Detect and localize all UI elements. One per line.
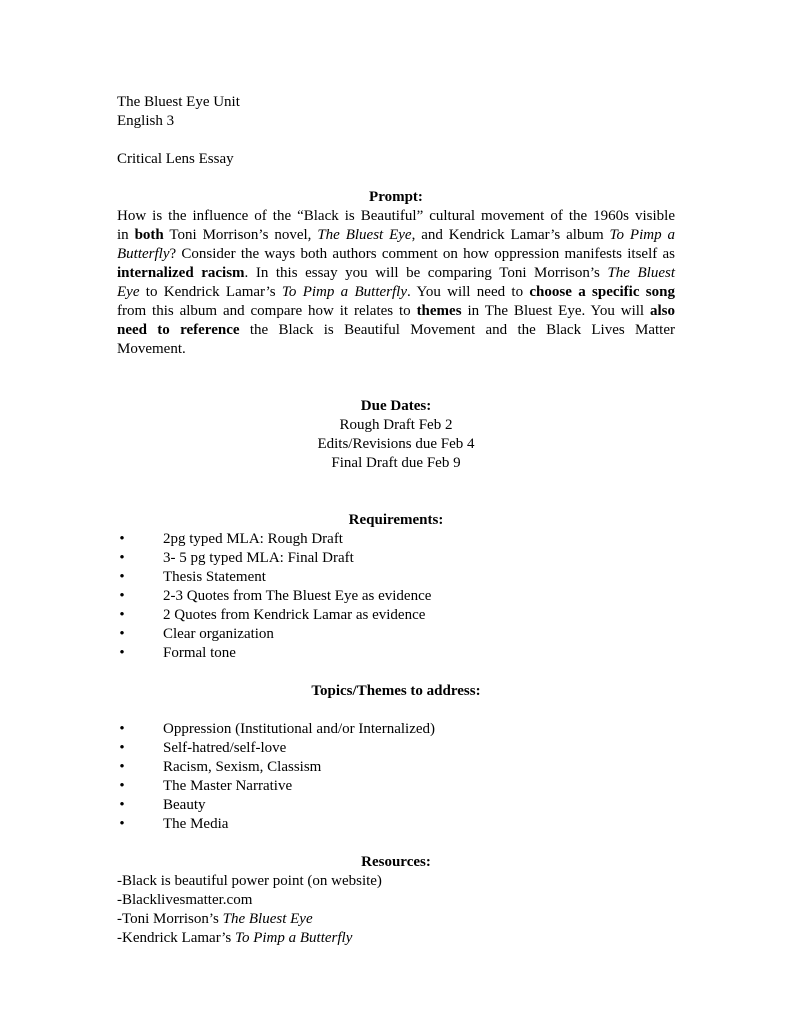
list-item: • Self-hatred/self-love bbox=[117, 739, 675, 758]
bullet-icon: • bbox=[119, 721, 125, 737]
prompt-paragraph bbox=[117, 207, 675, 359]
bullet-icon: • bbox=[119, 569, 125, 585]
list-item: • 2-3 Quotes from The Bluest Eye as evidence bbox=[117, 587, 675, 606]
bullet-icon: • bbox=[119, 550, 125, 566]
bullet-icon: • bbox=[119, 626, 125, 642]
prompt-line: from this album and compare how it relates to themes in The Bluest Eye. You will also bbox=[117, 303, 676, 319]
requirements-list bbox=[117, 530, 675, 663]
resource-item: -Toni Morrison’s The Bluest Eye bbox=[117, 911, 313, 927]
list-item: • 2 Quotes from Kendrick Lamar as evidence bbox=[117, 606, 675, 625]
course-name: English 3 bbox=[117, 113, 175, 129]
resources-heading: Resources: bbox=[361, 854, 431, 870]
unit-title: The Bluest Eye Unit bbox=[117, 94, 240, 110]
topics-list bbox=[117, 720, 675, 834]
list-item: • Thesis Statement bbox=[117, 568, 675, 587]
resource-item: -Blacklivesmatter.com bbox=[117, 892, 253, 908]
list-item: • The Master Narrative bbox=[117, 777, 675, 796]
bullet-icon: • bbox=[119, 607, 125, 623]
bullet-icon: • bbox=[119, 816, 125, 832]
requirements-heading: Requirements: bbox=[348, 512, 444, 528]
due-date-item: Edits/Revisions due Feb 4 bbox=[317, 436, 475, 452]
topics-heading: Topics/Themes to address: bbox=[311, 683, 481, 699]
list-item: • Oppression (Institutional and/or Internalized) bbox=[117, 720, 675, 739]
list-item: • Formal tone bbox=[117, 644, 675, 663]
bullet-icon: • bbox=[119, 588, 125, 604]
list-item: • Beauty bbox=[117, 796, 675, 815]
prompt-line: How is the influence of the “Black is Beautiful” cultural movement of the 1960s visible bbox=[117, 208, 675, 224]
due-date-item: Final Draft due Feb 9 bbox=[331, 455, 461, 471]
list-item: • 2pg typed MLA: Rough Draft bbox=[117, 530, 675, 549]
resource-item: -Kendrick Lamar’s To Pimp a Butterfly bbox=[117, 930, 353, 946]
prompt-line: Butterfly? Consider the ways both authors comment on how oppression manifests itself as bbox=[117, 246, 675, 262]
bullet-icon: • bbox=[119, 740, 125, 756]
list-item: • Clear organization bbox=[117, 625, 675, 644]
prompt-line: internalized racism. In this essay you will be comparing Toni Morrison’s The Bluest bbox=[117, 265, 675, 281]
document-body bbox=[117, 93, 675, 948]
bullet-icon: • bbox=[119, 645, 125, 661]
bullet-icon: • bbox=[119, 759, 125, 775]
bullet-icon: • bbox=[119, 531, 125, 547]
bullet-icon: • bbox=[119, 778, 125, 794]
resource-item: -Black is beautiful power point (on website) bbox=[117, 873, 382, 889]
due-dates-heading: Due Dates: bbox=[360, 398, 432, 414]
bullet-icon: • bbox=[119, 797, 125, 813]
prompt-line: in both Toni Morrison’s novel, The Bluest Eye, and Kendrick Lamar’s album To Pimp a bbox=[117, 227, 675, 243]
list-item: • The Media bbox=[117, 815, 675, 834]
prompt-heading: Prompt: bbox=[369, 189, 423, 205]
due-date-item: Rough Draft Feb 2 bbox=[339, 417, 453, 433]
prompt-line: need to reference the Black is Beautiful Movement and the Black Lives Matter bbox=[117, 322, 675, 338]
prompt-line: Eye to Kendrick Lamar’s To Pimp a Butterfly. You will need to choose a specific song bbox=[117, 284, 675, 300]
prompt-line: Movement. bbox=[117, 341, 186, 357]
assignment-title: Critical Lens Essay bbox=[117, 151, 234, 167]
list-item: • Racism, Sexism, Classism bbox=[117, 758, 675, 777]
list-item: • 3- 5 pg typed MLA: Final Draft bbox=[117, 549, 675, 568]
